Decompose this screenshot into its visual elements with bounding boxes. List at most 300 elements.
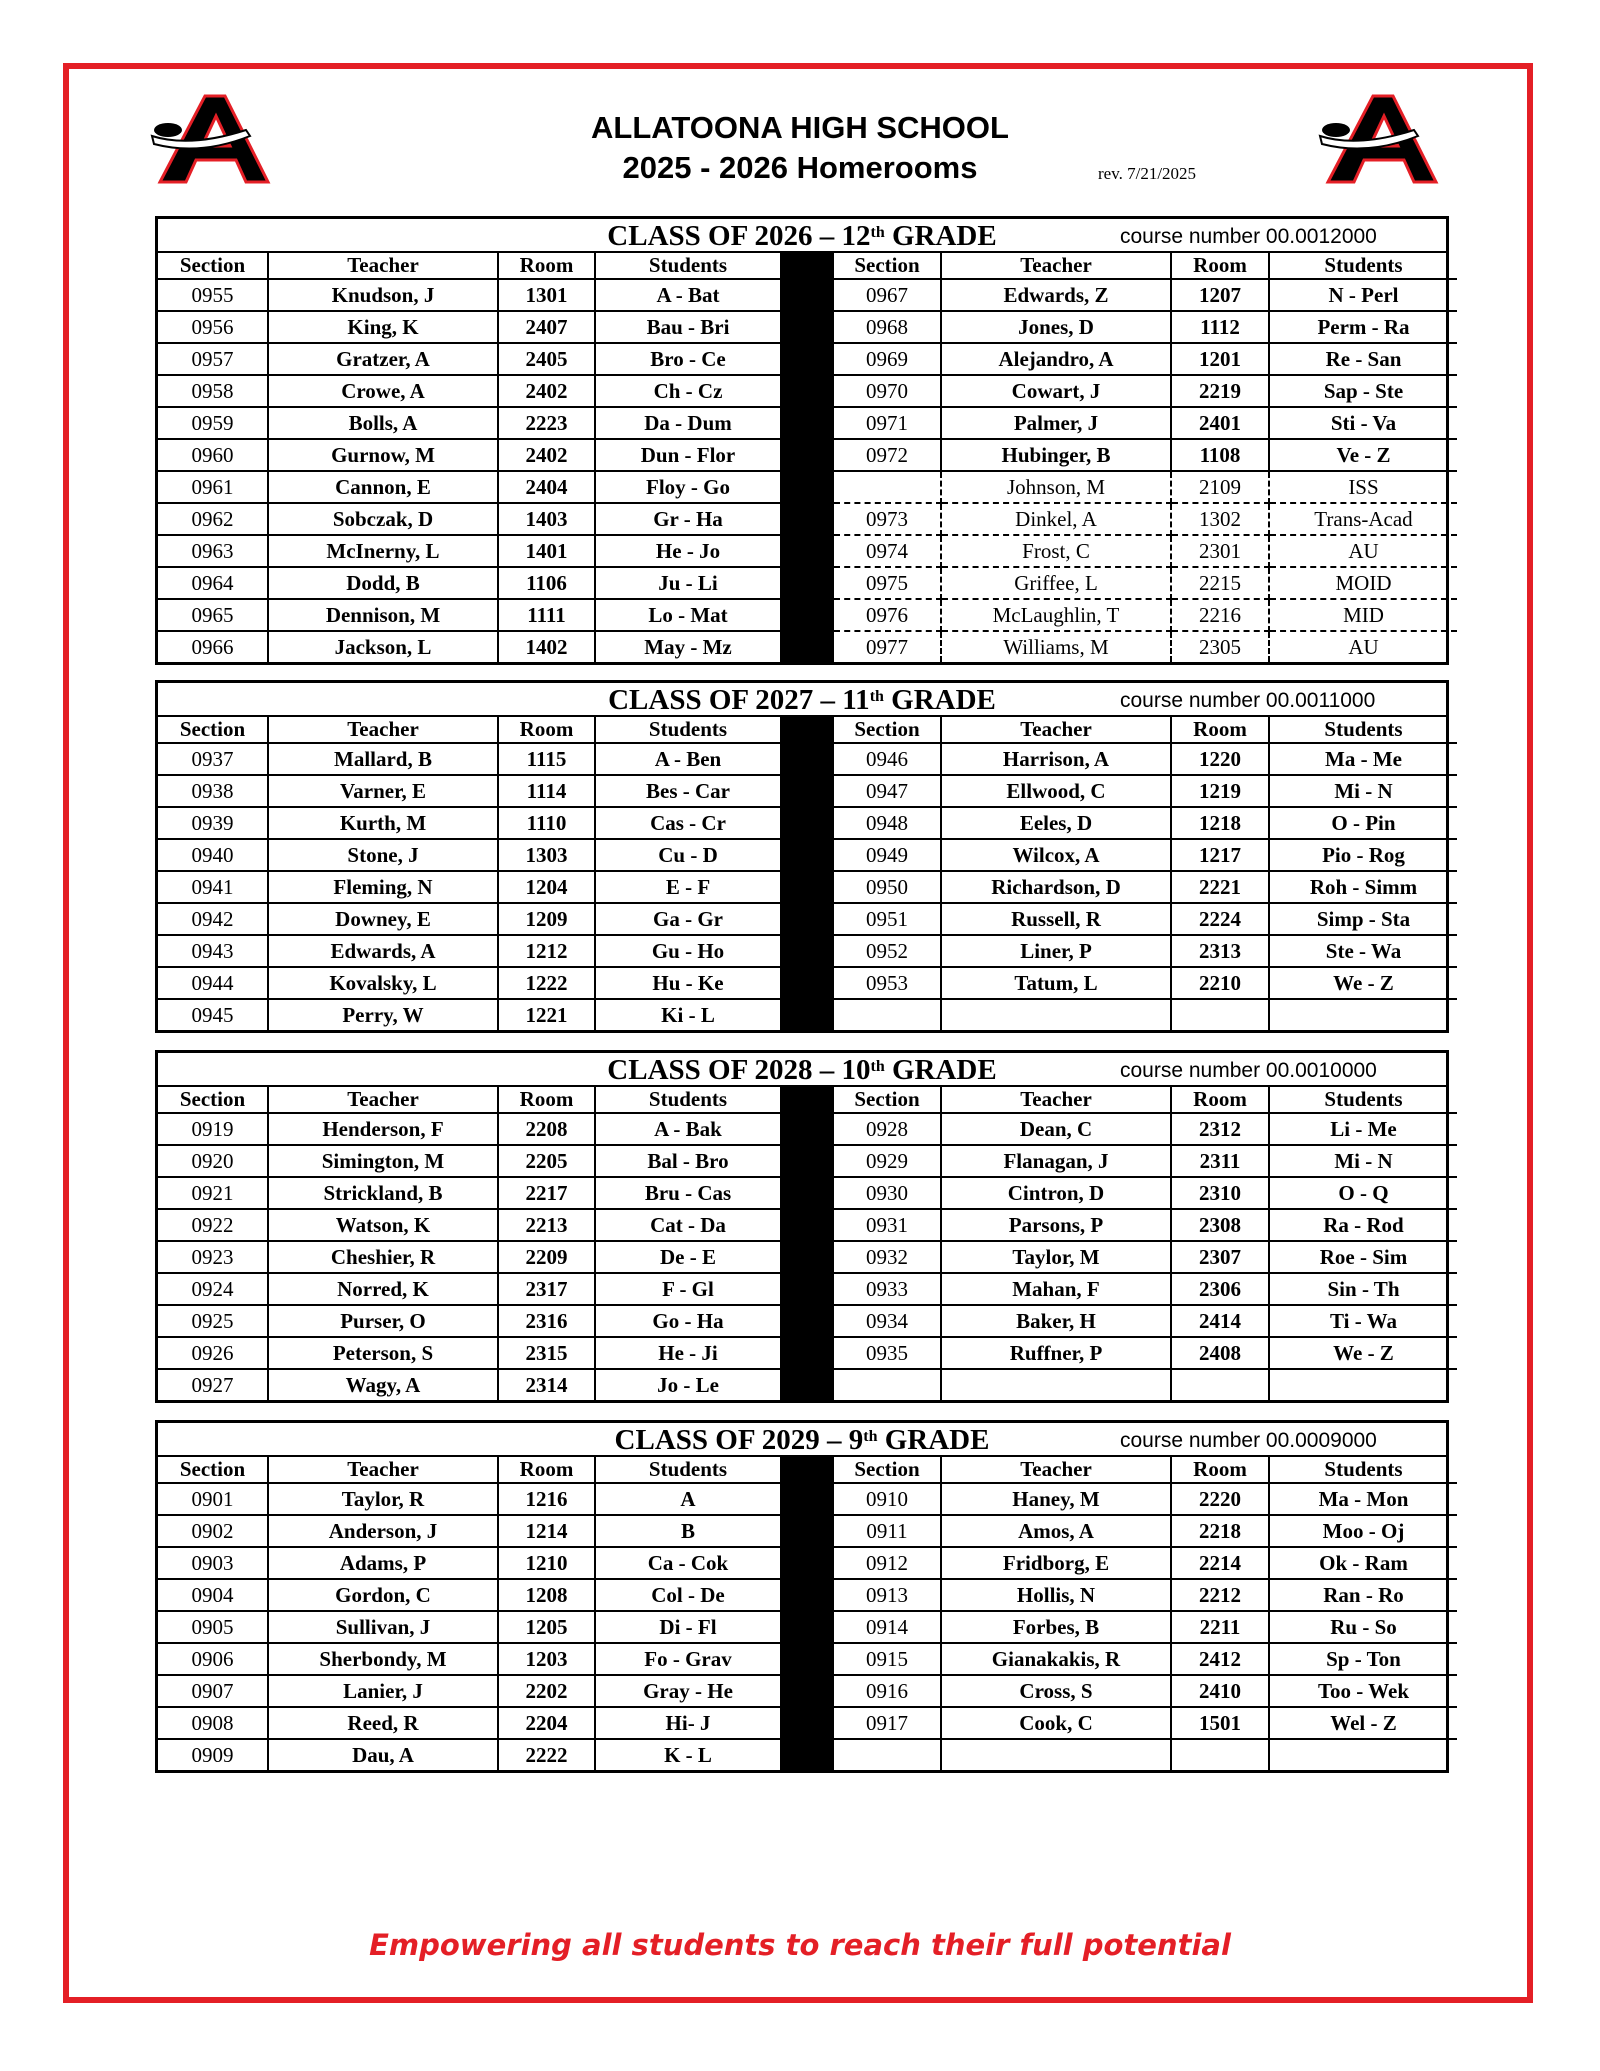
teacher-cell: Gurnow, M: [268, 439, 498, 471]
students-cell: We - Z: [1269, 967, 1457, 999]
column-header: Teacher: [941, 717, 1171, 743]
students-cell: Col - De: [595, 1579, 781, 1611]
section-cell: 0961: [158, 471, 268, 503]
table-row: [158, 1305, 1457, 1337]
room-cell: 2407: [498, 311, 595, 343]
column-divider: [781, 1113, 833, 1145]
column-divider: [781, 535, 833, 567]
students-cell: Trans-Acad: [1269, 503, 1457, 535]
room-cell: 2219: [1171, 375, 1269, 407]
table-row: [158, 535, 1457, 567]
teacher-cell: Dennison, M: [268, 599, 498, 631]
table-row: [158, 631, 1457, 662]
column-header: Teacher: [268, 1457, 498, 1483]
section-cell: 0928: [833, 1113, 941, 1145]
room-cell: 1208: [498, 1579, 595, 1611]
room-cell: 2223: [498, 407, 595, 439]
class-title-grade: GRADE: [884, 1054, 997, 1086]
room-cell: 1207: [1171, 279, 1269, 311]
section-cell: 0963: [158, 535, 268, 567]
column-divider: [781, 717, 833, 743]
column-divider: [781, 967, 833, 999]
column-header: Students: [1269, 1457, 1457, 1483]
students-cell: Wel - Z: [1269, 1707, 1457, 1739]
teacher-cell: Taylor, R: [268, 1483, 498, 1515]
teacher-cell: Purser, O: [268, 1305, 498, 1337]
column-header: Students: [595, 1087, 781, 1113]
students-cell: O - Q: [1269, 1177, 1457, 1209]
section-cell: 0931: [833, 1209, 941, 1241]
section-cell: 0945: [158, 999, 268, 1030]
column-divider: [781, 1611, 833, 1643]
table-row: [158, 1241, 1457, 1273]
column-divider: [781, 1457, 833, 1483]
homeroom-table: [158, 717, 1457, 1030]
section-cell: 0971: [833, 407, 941, 439]
section-cell: 0969: [833, 343, 941, 375]
section-cell: 0938: [158, 775, 268, 807]
students-cell: Ju - Li: [595, 567, 781, 599]
section-cell: 0921: [158, 1177, 268, 1209]
table-row: [158, 599, 1457, 631]
teacher-cell: Cross, S: [941, 1675, 1171, 1707]
class-table-header: [158, 219, 1446, 253]
section-cell: 0968: [833, 311, 941, 343]
room-cell: [1171, 1739, 1269, 1770]
room-cell: 2211: [1171, 1611, 1269, 1643]
section-cell: 0903: [158, 1547, 268, 1579]
students-cell: He - Jo: [595, 535, 781, 567]
room-cell: 2315: [498, 1337, 595, 1369]
page-subtitle: 2025 - 2026 Homerooms: [622, 150, 978, 185]
school-name: ALLATOONA HIGH SCHOOL: [591, 110, 1009, 145]
teacher-cell: Palmer, J: [941, 407, 1171, 439]
students-cell: Da - Dum: [595, 407, 781, 439]
teacher-cell: Edwards, Z: [941, 279, 1171, 311]
column-divider: [781, 1643, 833, 1675]
teacher-cell: Fleming, N: [268, 871, 498, 903]
teacher-cell: Jones, D: [941, 311, 1171, 343]
students-cell: Hu - Ke: [595, 967, 781, 999]
column-header: Students: [595, 1457, 781, 1483]
column-header: Room: [498, 1457, 595, 1483]
students-cell: Moo - Oj: [1269, 1515, 1457, 1547]
school-logo-right: [1318, 90, 1448, 190]
column-divider: [781, 1675, 833, 1707]
table-row: [158, 1739, 1457, 1770]
room-cell: 2414: [1171, 1305, 1269, 1337]
room-cell: 1301: [498, 279, 595, 311]
section-cell: 0970: [833, 375, 941, 407]
column-header: Section: [158, 1457, 268, 1483]
column-header-row: [158, 253, 1457, 279]
students-cell: Sti - Va: [1269, 407, 1457, 439]
column-header: Section: [833, 1457, 941, 1483]
column-header: Teacher: [941, 1087, 1171, 1113]
teacher-cell: Simington, M: [268, 1145, 498, 1177]
students-cell: Ma - Me: [1269, 743, 1457, 775]
teacher-cell: McInerny, L: [268, 535, 498, 567]
teacher-cell: Kovalsky, L: [268, 967, 498, 999]
column-divider: [781, 1087, 833, 1113]
teacher-cell: Amos, A: [941, 1515, 1171, 1547]
table-row: [158, 839, 1457, 871]
room-cell: 2221: [1171, 871, 1269, 903]
room-cell: 1201: [1171, 343, 1269, 375]
section-cell: 0974: [833, 535, 941, 567]
section-cell: 0952: [833, 935, 941, 967]
table-row: [158, 999, 1457, 1030]
room-cell: 2204: [498, 1707, 595, 1739]
column-divider: [781, 999, 833, 1030]
students-cell: ISS: [1269, 471, 1457, 503]
students-cell: Simp - Sta: [1269, 903, 1457, 935]
students-cell: A - Bat: [595, 279, 781, 311]
students-cell: Ch - Cz: [595, 375, 781, 407]
section-cell: 0902: [158, 1515, 268, 1547]
column-divider: [781, 1579, 833, 1611]
column-divider: [781, 1547, 833, 1579]
section-cell: 0911: [833, 1515, 941, 1547]
room-cell: 2317: [498, 1273, 595, 1305]
students-cell: Floy - Go: [595, 471, 781, 503]
table-row: [158, 407, 1457, 439]
room-cell: 2208: [498, 1113, 595, 1145]
column-header: Teacher: [268, 253, 498, 279]
room-cell: 2402: [498, 375, 595, 407]
room-cell: 2308: [1171, 1209, 1269, 1241]
students-cell: Gray - He: [595, 1675, 781, 1707]
students-cell: Roe - Sim: [1269, 1241, 1457, 1273]
room-cell: 2210: [1171, 967, 1269, 999]
room-cell: 2213: [498, 1209, 595, 1241]
teacher-cell: Hubinger, B: [941, 439, 1171, 471]
class-table: [155, 1420, 1449, 1773]
students-cell: Bro - Ce: [595, 343, 781, 375]
room-cell: 1204: [498, 871, 595, 903]
table-row: [158, 375, 1457, 407]
teacher-cell: Edwards, A: [268, 935, 498, 967]
column-divider: [781, 1369, 833, 1400]
students-cell: Dun - Flor: [595, 439, 781, 471]
column-divider: [781, 775, 833, 807]
teacher-cell: Cowart, J: [941, 375, 1171, 407]
teacher-cell: Dau, A: [268, 1739, 498, 1770]
students-cell: Ma - Mon: [1269, 1483, 1457, 1515]
room-cell: 2202: [498, 1675, 595, 1707]
section-cell: 0909: [158, 1739, 268, 1770]
teacher-cell: Haney, M: [941, 1483, 1171, 1515]
column-divider: [781, 1273, 833, 1305]
students-cell: Di - Fl: [595, 1611, 781, 1643]
teacher-cell: Anderson, J: [268, 1515, 498, 1547]
students-cell: Hi- J: [595, 1707, 781, 1739]
column-header: Students: [1269, 717, 1457, 743]
room-cell: 1220: [1171, 743, 1269, 775]
room-cell: 1303: [498, 839, 595, 871]
column-divider: [781, 311, 833, 343]
section-cell: 0966: [158, 631, 268, 662]
column-header: Room: [1171, 1457, 1269, 1483]
section-cell: 0924: [158, 1273, 268, 1305]
section-cell: 0950: [833, 871, 941, 903]
section-cell: 0934: [833, 1305, 941, 1337]
teacher-cell: Gratzer, A: [268, 343, 498, 375]
students-cell: [1269, 1739, 1457, 1770]
room-cell: 1217: [1171, 839, 1269, 871]
column-header: Students: [595, 253, 781, 279]
teacher-cell: Perry, W: [268, 999, 498, 1030]
column-header: Room: [1171, 717, 1269, 743]
section-cell: 0957: [158, 343, 268, 375]
students-cell: Ca - Cok: [595, 1547, 781, 1579]
room-cell: 1221: [498, 999, 595, 1030]
room-cell: 2222: [498, 1739, 595, 1770]
column-divider: [781, 743, 833, 775]
section-cell: 0972: [833, 439, 941, 471]
room-cell: [1171, 999, 1269, 1030]
students-cell: Ve - Z: [1269, 439, 1457, 471]
section-cell: 0937: [158, 743, 268, 775]
room-cell: 1402: [498, 631, 595, 662]
column-divider: [781, 1305, 833, 1337]
table-row: [158, 775, 1457, 807]
teacher-cell: Tatum, L: [941, 967, 1171, 999]
column-header: Section: [158, 717, 268, 743]
column-divider: [781, 471, 833, 503]
teacher-cell: Flanagan, J: [941, 1145, 1171, 1177]
teacher-cell: Wagy, A: [268, 1369, 498, 1400]
teacher-cell: Sullivan, J: [268, 1611, 498, 1643]
teacher-cell: Dinkel, A: [941, 503, 1171, 535]
teacher-cell: Adams, P: [268, 1547, 498, 1579]
students-cell: N - Perl: [1269, 279, 1457, 311]
students-cell: Ki - L: [595, 999, 781, 1030]
section-cell: [833, 999, 941, 1030]
course-number: course number 00.0009000: [1120, 1429, 1377, 1452]
section-cell: 0910: [833, 1483, 941, 1515]
section-cell: 0933: [833, 1273, 941, 1305]
room-cell: 1112: [1171, 311, 1269, 343]
section-cell: 0955: [158, 279, 268, 311]
table-row: [158, 1145, 1457, 1177]
teacher-cell: Cook, C: [941, 1707, 1171, 1739]
section-cell: [833, 1739, 941, 1770]
students-cell: De - E: [595, 1241, 781, 1273]
students-cell: Gr - Ha: [595, 503, 781, 535]
section-cell: 0929: [833, 1145, 941, 1177]
teacher-cell: Russell, R: [941, 903, 1171, 935]
students-cell: Bes - Car: [595, 775, 781, 807]
room-cell: 1212: [498, 935, 595, 967]
section-cell: 0901: [158, 1483, 268, 1515]
students-cell: Ra - Rod: [1269, 1209, 1457, 1241]
room-cell: 1501: [1171, 1707, 1269, 1739]
section-cell: 0975: [833, 567, 941, 599]
students-cell: Lo - Mat: [595, 599, 781, 631]
homeroom-table: [158, 1457, 1457, 1770]
students-cell: AU: [1269, 535, 1457, 567]
column-header: Room: [1171, 253, 1269, 279]
revision-date: rev. 7/21/2025: [1098, 164, 1197, 183]
room-cell: 1110: [498, 807, 595, 839]
table-row: [158, 1483, 1457, 1515]
class-title-ordinal: th: [869, 688, 884, 705]
teacher-cell: Peterson, S: [268, 1337, 498, 1369]
room-cell: 1114: [498, 775, 595, 807]
teacher-cell: Griffee, L: [941, 567, 1171, 599]
teacher-cell: [941, 1739, 1171, 1770]
students-cell: F - Gl: [595, 1273, 781, 1305]
room-cell: 1108: [1171, 439, 1269, 471]
room-cell: 2310: [1171, 1177, 1269, 1209]
teacher-cell: Henderson, F: [268, 1113, 498, 1145]
section-cell: 0947: [833, 775, 941, 807]
column-divider: [781, 1515, 833, 1547]
section-cell: 0951: [833, 903, 941, 935]
teacher-cell: Williams, M: [941, 631, 1171, 662]
room-cell: 2412: [1171, 1643, 1269, 1675]
section-cell: 0905: [158, 1611, 268, 1643]
room-cell: 2410: [1171, 1675, 1269, 1707]
room-cell: 1218: [1171, 807, 1269, 839]
teacher-cell: Watson, K: [268, 1209, 498, 1241]
section-cell: 0977: [833, 631, 941, 662]
students-cell: Roh - Simm: [1269, 871, 1457, 903]
teacher-cell: [941, 999, 1171, 1030]
section-cell: 0914: [833, 1611, 941, 1643]
section-cell: 0926: [158, 1337, 268, 1369]
section-cell: 0958: [158, 375, 268, 407]
table-row: [158, 967, 1457, 999]
section-cell: 0916: [833, 1675, 941, 1707]
column-header: Section: [833, 253, 941, 279]
section-cell: 0940: [158, 839, 268, 871]
room-cell: 1214: [498, 1515, 595, 1547]
section-cell: 0932: [833, 1241, 941, 1273]
teacher-cell: Eeles, D: [941, 807, 1171, 839]
students-cell: We - Z: [1269, 1337, 1457, 1369]
section-cell: 0908: [158, 1707, 268, 1739]
class-title-grade: GRADE: [877, 1424, 990, 1456]
table-row: [158, 1113, 1457, 1145]
teacher-cell: Cintron, D: [941, 1177, 1171, 1209]
table-row: [158, 1579, 1457, 1611]
section-cell: 0953: [833, 967, 941, 999]
students-cell: MID: [1269, 599, 1457, 631]
section-cell: 0967: [833, 279, 941, 311]
class-table: [155, 1050, 1449, 1403]
table-row: [158, 903, 1457, 935]
table-row: [158, 1547, 1457, 1579]
students-cell: MOID: [1269, 567, 1457, 599]
students-cell: Ok - Ram: [1269, 1547, 1457, 1579]
table-row: [158, 567, 1457, 599]
teacher-cell: Downey, E: [268, 903, 498, 935]
section-cell: 0935: [833, 1337, 941, 1369]
section-cell: 0923: [158, 1241, 268, 1273]
teacher-cell: Mahan, F: [941, 1273, 1171, 1305]
column-divider: [781, 567, 833, 599]
students-cell: Go - Ha: [595, 1305, 781, 1337]
teacher-cell: Jackson, L: [268, 631, 498, 662]
section-cell: 0944: [158, 967, 268, 999]
section-cell: 0942: [158, 903, 268, 935]
section-cell: 0964: [158, 567, 268, 599]
room-cell: 1111: [498, 599, 595, 631]
students-cell: Sap - Ste: [1269, 375, 1457, 407]
teacher-cell: Richardson, D: [941, 871, 1171, 903]
column-divider: [781, 279, 833, 311]
section-cell: 0959: [158, 407, 268, 439]
teacher-cell: Johnson, M: [941, 471, 1171, 503]
table-row: [158, 439, 1457, 471]
students-cell: AU: [1348, 634, 1379, 659]
class-title-text: CLASS OF 2026 – 12: [607, 220, 871, 252]
students-cell: Cu - D: [595, 839, 781, 871]
room-cell: 1216: [498, 1483, 595, 1515]
table-row: [158, 871, 1457, 903]
room-cell: 2218: [1171, 1515, 1269, 1547]
students-cell: Re - San: [1269, 343, 1457, 375]
room-cell: 1403: [498, 503, 595, 535]
class-title-ordinal: th: [870, 1058, 885, 1075]
table-row: [158, 1611, 1457, 1643]
school-logo-left: [150, 90, 280, 190]
room-cell: [1171, 1369, 1269, 1400]
section-cell: 0965: [158, 599, 268, 631]
column-divider: [781, 807, 833, 839]
students-cell: E - F: [595, 871, 781, 903]
students-cell: [1269, 1369, 1457, 1400]
column-divider: [781, 1209, 833, 1241]
room-cell: 1115: [498, 743, 595, 775]
room-cell: 1222: [498, 967, 595, 999]
table-row: [158, 1369, 1457, 1400]
table-row: [158, 743, 1457, 775]
section-cell: 0906: [158, 1643, 268, 1675]
room-cell: 2402: [498, 439, 595, 471]
room-cell: 2313: [1171, 935, 1269, 967]
teacher-cell: Fridborg, E: [941, 1547, 1171, 1579]
section-cell: 0973: [833, 503, 941, 535]
class-table: [155, 680, 1449, 1033]
teacher-cell: Varner, E: [268, 775, 498, 807]
room-cell: 2224: [1171, 903, 1269, 935]
table-row: [158, 807, 1457, 839]
class-title-grade: GRADE: [883, 684, 996, 716]
table-row: [158, 1515, 1457, 1547]
room-cell: 2217: [498, 1177, 595, 1209]
section-cell: 0943: [158, 935, 268, 967]
room-cell: 2205: [498, 1145, 595, 1177]
class-title-grade: GRADE: [884, 220, 997, 252]
teacher-cell: Sobczak, D: [268, 503, 498, 535]
students-cell: O - Pin: [1269, 807, 1457, 839]
students-cell: Ga - Gr: [595, 903, 781, 935]
students-cell: Pio - Rog: [1269, 839, 1457, 871]
room-cell: 2214: [1171, 1547, 1269, 1579]
column-divider: [781, 935, 833, 967]
table-row: [158, 343, 1457, 375]
class-title-text: CLASS OF 2028 – 10: [607, 1054, 871, 1086]
teacher-cell: Kurth, M: [268, 807, 498, 839]
room-cell: 1106: [498, 567, 595, 599]
teacher-cell: Ellwood, C: [941, 775, 1171, 807]
column-divider: [781, 839, 833, 871]
teacher-cell: Frost, C: [941, 535, 1171, 567]
teacher-cell: Bolls, A: [268, 407, 498, 439]
